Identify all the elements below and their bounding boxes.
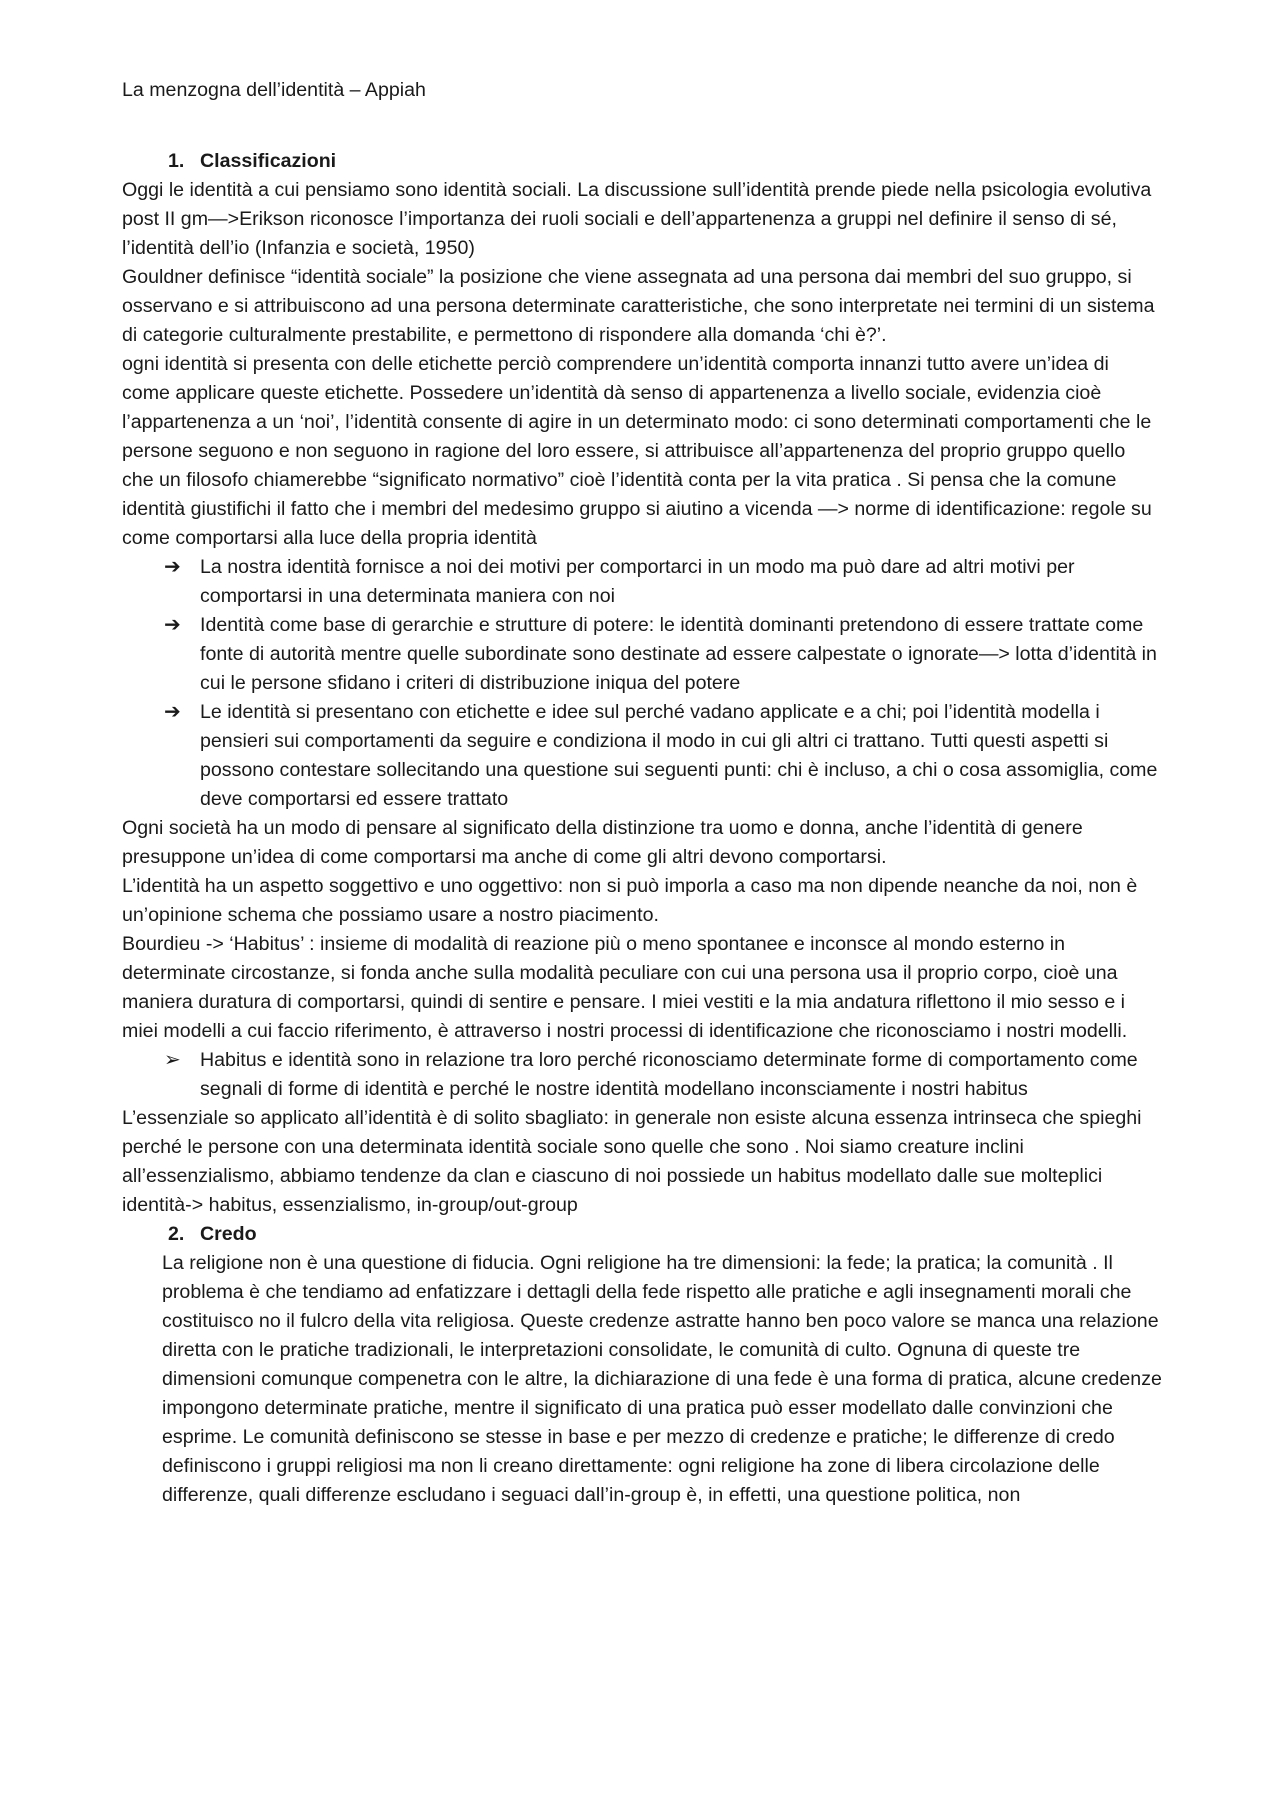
arrow-bullet-icon: ➔	[164, 614, 181, 636]
section-heading-classificazioni	[122, 147, 1162, 176]
list-item-text: Le identità si presentano con etichette e idee sul perché vadano applicate e a chi; poi l’identità modella i pensieri sui comportamenti da seguire e condiziona il modo in cui gli altri ci trattano. Tutti questi aspetti si possono contestare sollecitando una questione sui seguenti punti: chi è incluso, a chi o cosa assomiglia, come deve comportarsi ed essere trattato	[200, 701, 1158, 810]
section-title: Classificazioni	[200, 150, 337, 172]
arrow-bullet-icon: ➔	[164, 556, 181, 578]
section-number: 2.	[168, 1223, 185, 1245]
paragraph: La religione non è una questione di fiducia. Ogni religione ha tre dimensioni: la fede; la pratica; la comunità . Il problema è che tendiamo ad enfatizzare i dettagli della fede rispetto alle pratiche e agli insegnamenti morali che costituisco no il fulcro della vita religiosa. Queste credenze astratte hanno ben poco valore se manca una relazione diretta con le pratiche tradizionali, le interpretazioni consolidate, le comunità di culto. Ognuna di queste tre dimensioni comunque compenetra con le altre, la dichiarazione di una fede è una forma di pratica, alcune credenze impongono determinate pratiche, mentre il significato di una pratica può esser modellato dalle convinzioni che esprime. Le comunità definiscono se stesse in base e per mezzo di credenze e pratiche; le differenze di credo definiscono i gruppi religiosi ma non li creano direttamente: ogni religione ha zone di libera circolazione delle differenze, quali differenze escludano i seguaci dall’in-group è, in effetti, una questione politica, non	[162, 1252, 1162, 1506]
paragraph: Ogni società ha un modo di pensare al significato della distinzione tra uomo e donna, anche l’identità di genere presuppone un’idea di come comportarsi ma anche di come gli altri devono comportarsi.	[122, 817, 1083, 868]
list-item-text: La nostra identità fornisce a noi dei motivi per comportarci in un modo ma può dare ad altri motivi per comportarsi in una determinata maniera con noi	[200, 556, 1075, 607]
paragraph: ogni identità si presenta con delle etichette perciò comprendere un’identità comporta innanzi tutto avere un’idea di come applicare queste etichette. Possedere un’identità dà senso di appartenenza a livello sociale, evidenzia cioè l’appartenenza a un ‘noi’, l’identità consente di agire in un determinato modo: ci sono determinati comportamenti che le persone seguono e non seguono in ragione del loro essere, si attribuisce all’appartenenza del proprio gruppo quello che un filosofo chiamerebbe “significato normativo” cioè l’identità conta per la vita pratica . Si pensa che la comune identità giustifichi il fatto che i membri del medesimo gruppo si aiutino a vicenda —> norme di identificazione: regole su come comportarsi alla luce della propria identità	[122, 353, 1152, 549]
list-item	[164, 698, 1162, 814]
list-item	[164, 553, 1162, 611]
paragraph: L’essenziale so applicato all’identità è di solito sbagliato: in generale non esiste alcuna essenza intrinseca che spieghi perché le persone con una determinata identità sociale sono quelle che sono . Noi siamo creature inclini all’essenzialismo, abbiamo tendenze da clan e ciascuno di noi possiede un habitus modellato dalle sue molteplici identità-> habitus, essenzialismo, in-group/out-group	[122, 1107, 1142, 1216]
paragraph: Gouldner definisce “identità sociale” la posizione che viene assegnata ad una persona dai membri del suo gruppo, si osservano e si attribuiscono ad una persona determinate caratteristiche, che sono interpretate nei termini di un sistema di categorie culturalmente prestabilite, e permettono di rispondere alla domanda ‘chi è?’.	[122, 266, 1155, 346]
triangle-bullet-icon: ➢	[164, 1049, 181, 1071]
paragraph: Oggi le identità a cui pensiamo sono identità sociali. La discussione sull’identità prende piede nella psicologia evolutiva post II gm—>Erikson riconosce l’importanza dei ruoli sociali e dell’appartenenza a gruppi nel definire il senso di sé, l’identità dell’io (Infanzia e società, 1950)	[122, 179, 1152, 259]
list-item	[164, 611, 1162, 698]
section-title: Credo	[200, 1223, 257, 1245]
document-title: La menzogna dell’identità – Appiah	[122, 79, 426, 101]
list-item	[164, 1046, 1162, 1104]
paragraph: L’identità ha un aspetto soggettivo e uno oggettivo: non si può imporla a caso ma non dipende neanche da noi, non è un’opinione schema che possiamo usare a nostro piacimento.	[122, 875, 1138, 926]
arrow-bullet-list	[122, 553, 1162, 814]
arrow-bullet-icon: ➔	[164, 701, 181, 723]
list-item-text: Identità come base di gerarchie e strutture di potere: le identità dominanti pretendono di essere trattate come fonte di autorità mentre quelle subordinate sono destinate ad essere calpestate o ignorate—> lotta d’identità in cui le persone sfidano i criteri di distribuzione iniqua del potere	[200, 614, 1157, 694]
triangle-bullet-list	[122, 1046, 1162, 1104]
paragraph: Bourdieu -> ‘Habitus’ : insieme di modalità di reazione più o meno spontanee e inconsce al mondo esterno in determinate circostanze, si fonda anche sulla modalità peculiare con cui una persona usa il proprio corpo, cioè una maniera duratura di comportarsi, quindi di sentire e pensare. I miei vestiti e la mia andatura riflettono il mio sesso e i miei modelli a cui faccio riferimento, è attraverso i nostri processi di identificazione che riconosciamo i nostri modelli.	[122, 933, 1128, 1042]
section-number: 1.	[168, 150, 185, 172]
list-item-text: Habitus e identità sono in relazione tra loro perché riconosciamo determinate forme di comportamento come segnali di forme di identità e perché le nostre identità modellano inconsciamente i nostri habitus	[200, 1049, 1138, 1100]
section-heading-credo	[122, 1220, 1162, 1249]
